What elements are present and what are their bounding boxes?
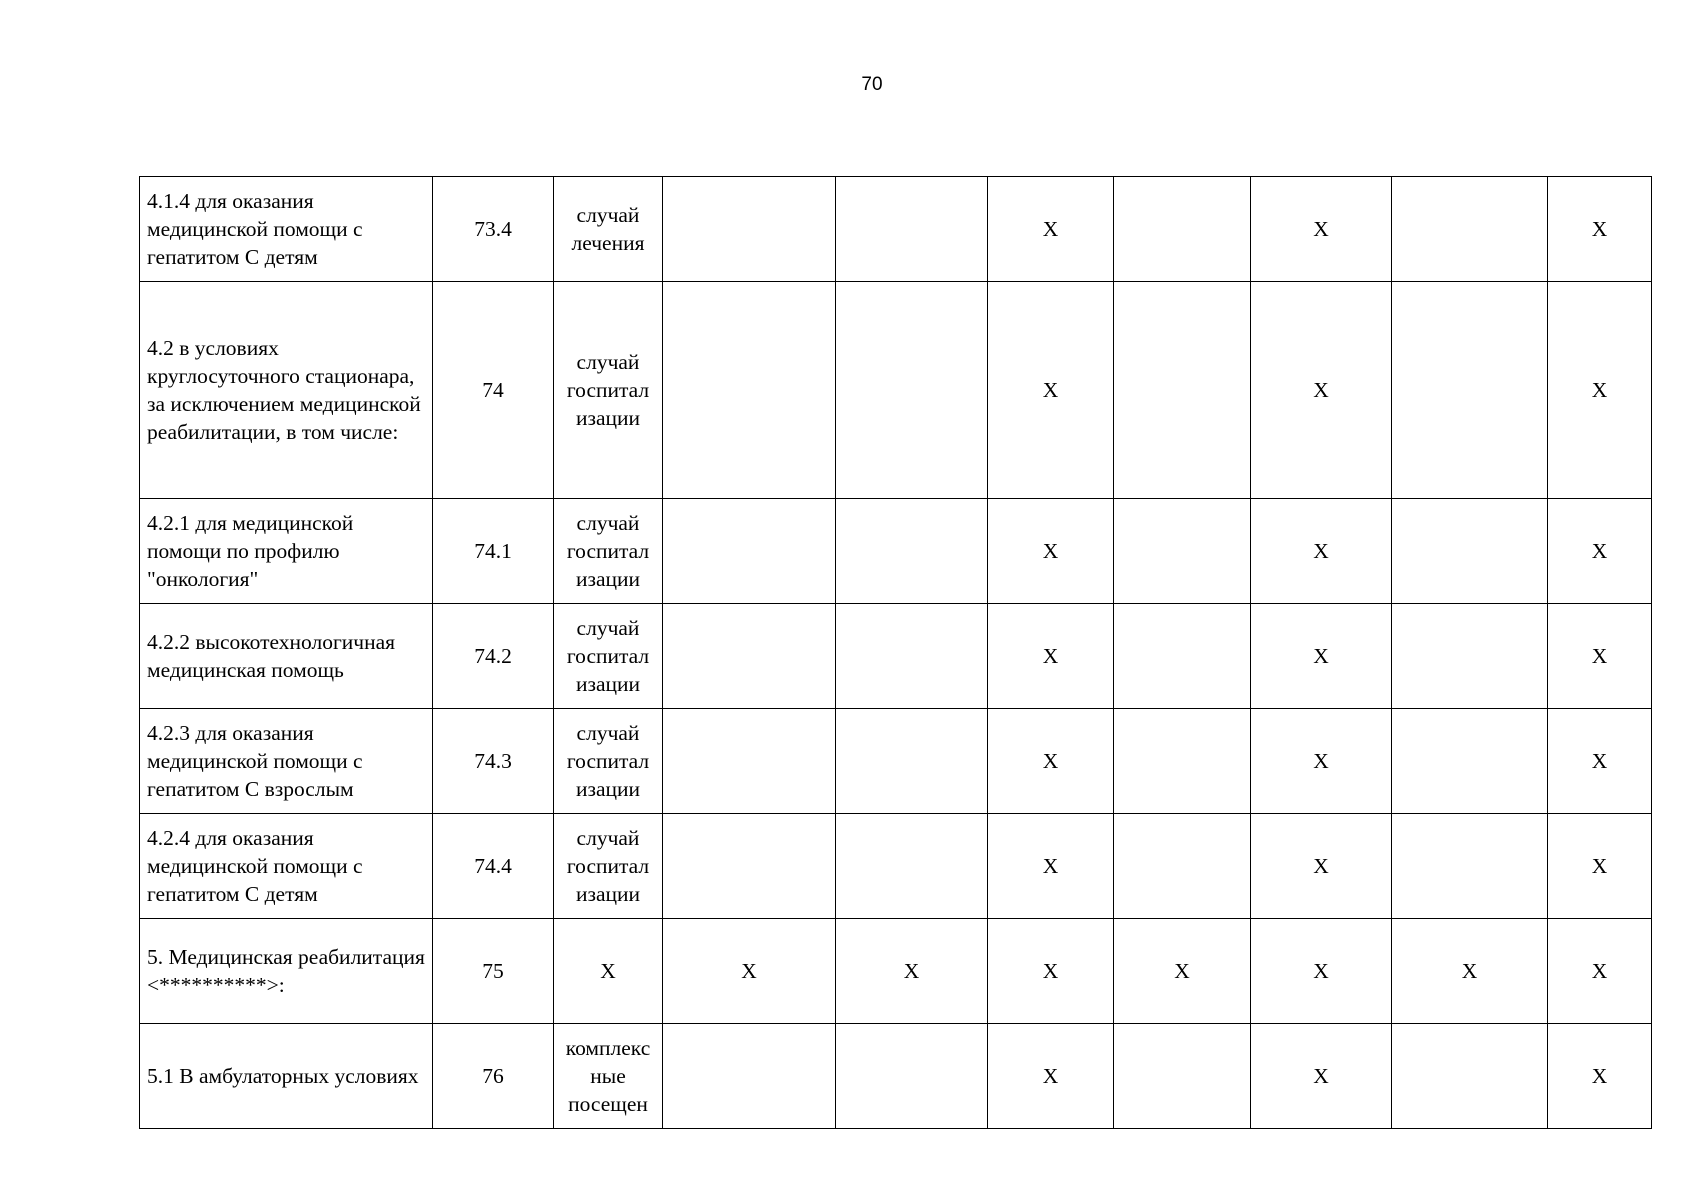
value-cell bbox=[1392, 604, 1548, 709]
value-cell: X bbox=[1548, 709, 1652, 814]
value-cell bbox=[836, 814, 988, 919]
table-row bbox=[140, 1024, 1652, 1129]
unit-line: изации bbox=[575, 567, 641, 591]
value-cell: X bbox=[1251, 1024, 1392, 1129]
unit-line: изации bbox=[575, 777, 641, 801]
table-body bbox=[140, 177, 1652, 1129]
row-code-cell: 74.1 bbox=[433, 499, 554, 604]
page-number: 70 bbox=[861, 74, 883, 95]
unit-line: случай bbox=[576, 350, 640, 374]
value-cell bbox=[836, 1024, 988, 1129]
value-cell: X bbox=[988, 499, 1114, 604]
value-cell: X bbox=[1548, 282, 1652, 499]
value-cell bbox=[1114, 709, 1251, 814]
row-code-cell: 74.2 bbox=[433, 604, 554, 709]
unit-line: госпитал bbox=[566, 378, 650, 402]
table-row bbox=[140, 814, 1652, 919]
value-cell: X bbox=[988, 282, 1114, 499]
table-row bbox=[140, 282, 1652, 499]
row-name-cell: 4.1.4 для оказания медицинской помощи с гепатитом С детям bbox=[140, 177, 433, 282]
value-cell bbox=[663, 709, 836, 814]
value-cell bbox=[663, 814, 836, 919]
value-cell: X bbox=[836, 919, 988, 1024]
row-unit-cell bbox=[554, 499, 663, 604]
unit-line: госпитал bbox=[566, 644, 650, 668]
unit-line: случай bbox=[576, 616, 640, 640]
row-unit-cell bbox=[554, 919, 663, 1024]
value-cell bbox=[1114, 499, 1251, 604]
unit-line: случай bbox=[576, 511, 640, 535]
row-unit-cell bbox=[554, 604, 663, 709]
row-name-cell: 4.2.1 для медицинской помощи по профилю "онкология" bbox=[140, 499, 433, 604]
row-code-cell: 73.4 bbox=[433, 177, 554, 282]
value-cell: X bbox=[1251, 814, 1392, 919]
value-cell bbox=[1392, 709, 1548, 814]
table-row bbox=[140, 604, 1652, 709]
value-cell bbox=[663, 499, 836, 604]
value-cell bbox=[1392, 1024, 1548, 1129]
value-cell: X bbox=[988, 177, 1114, 282]
unit-line: посещен bbox=[568, 1092, 648, 1116]
unit-line: изации bbox=[575, 672, 641, 696]
table-row bbox=[140, 709, 1652, 814]
value-cell bbox=[1392, 499, 1548, 604]
row-name-cell: 4.2.4 для оказания медицинской помощи с гепатитом С детям bbox=[140, 814, 433, 919]
value-cell: X bbox=[1392, 919, 1548, 1024]
row-code-cell: 75 bbox=[433, 919, 554, 1024]
value-cell bbox=[836, 604, 988, 709]
unit-line: ные bbox=[590, 1064, 626, 1088]
value-cell bbox=[836, 177, 988, 282]
value-cell bbox=[1392, 282, 1548, 499]
value-cell: X bbox=[663, 919, 836, 1024]
value-cell: X bbox=[988, 814, 1114, 919]
value-cell: X bbox=[1251, 499, 1392, 604]
row-name-cell: 5. Медицинская реабилитация <**********>: bbox=[140, 919, 433, 1024]
value-cell bbox=[663, 282, 836, 499]
unit-line: случай bbox=[576, 203, 640, 227]
value-cell bbox=[663, 604, 836, 709]
value-cell bbox=[836, 282, 988, 499]
value-cell: X bbox=[1548, 919, 1652, 1024]
unit-line: госпитал bbox=[566, 539, 650, 563]
table-row bbox=[140, 499, 1652, 604]
value-cell: X bbox=[1548, 1024, 1652, 1129]
value-cell bbox=[1114, 282, 1251, 499]
row-code-cell: 74.4 bbox=[433, 814, 554, 919]
value-cell: X bbox=[1251, 709, 1392, 814]
value-cell: X bbox=[988, 919, 1114, 1024]
row-unit-cell bbox=[554, 814, 663, 919]
value-cell: X bbox=[1548, 814, 1652, 919]
value-cell bbox=[1392, 177, 1548, 282]
unit-line: лечения bbox=[571, 231, 645, 255]
value-cell: X bbox=[1251, 919, 1392, 1024]
unit-line: госпитал bbox=[566, 854, 650, 878]
data-table bbox=[139, 176, 1652, 1129]
value-cell bbox=[1392, 814, 1548, 919]
value-cell bbox=[1114, 1024, 1251, 1129]
unit-line: госпитал bbox=[566, 749, 650, 773]
value-cell bbox=[1114, 814, 1251, 919]
row-name-cell: 4.2.3 для оказания медицинской помощи с гепатитом С взрослым bbox=[140, 709, 433, 814]
unit-line: изации bbox=[575, 882, 641, 906]
row-name-cell: 5.1 В амбулаторных условиях bbox=[140, 1024, 433, 1129]
row-unit-cell bbox=[554, 177, 663, 282]
value-cell: X bbox=[988, 709, 1114, 814]
value-cell: X bbox=[1548, 604, 1652, 709]
row-code-cell: 74.3 bbox=[433, 709, 554, 814]
row-unit-cell bbox=[554, 709, 663, 814]
value-cell: X bbox=[1548, 177, 1652, 282]
row-code-cell: 76 bbox=[433, 1024, 554, 1129]
value-cell: X bbox=[1251, 604, 1392, 709]
value-cell bbox=[836, 499, 988, 604]
value-cell bbox=[1114, 604, 1251, 709]
unit-line: X bbox=[600, 959, 616, 983]
row-code-cell: 74 bbox=[433, 282, 554, 499]
row-unit-cell bbox=[554, 282, 663, 499]
value-cell: X bbox=[988, 604, 1114, 709]
table-row bbox=[140, 919, 1652, 1024]
row-unit-cell bbox=[554, 1024, 663, 1129]
unit-line: изации bbox=[575, 406, 641, 430]
value-cell bbox=[1114, 177, 1251, 282]
value-cell bbox=[836, 709, 988, 814]
value-cell: X bbox=[1548, 499, 1652, 604]
row-name-cell: 4.2 в условиях круглосуточного стационара, за исключением медицинской реабилитации, в том числе: bbox=[140, 282, 433, 499]
value-cell bbox=[663, 177, 836, 282]
value-cell: X bbox=[1251, 282, 1392, 499]
unit-line: случай bbox=[576, 721, 640, 745]
value-cell bbox=[663, 1024, 836, 1129]
unit-line: случай bbox=[576, 826, 640, 850]
value-cell: X bbox=[988, 1024, 1114, 1129]
value-cell: X bbox=[1251, 177, 1392, 282]
unit-line: комплекс bbox=[565, 1036, 651, 1060]
row-name-cell: 4.2.2 высокотехнологичная медицинская помощь bbox=[140, 604, 433, 709]
value-cell: X bbox=[1114, 919, 1251, 1024]
table-row bbox=[140, 177, 1652, 282]
